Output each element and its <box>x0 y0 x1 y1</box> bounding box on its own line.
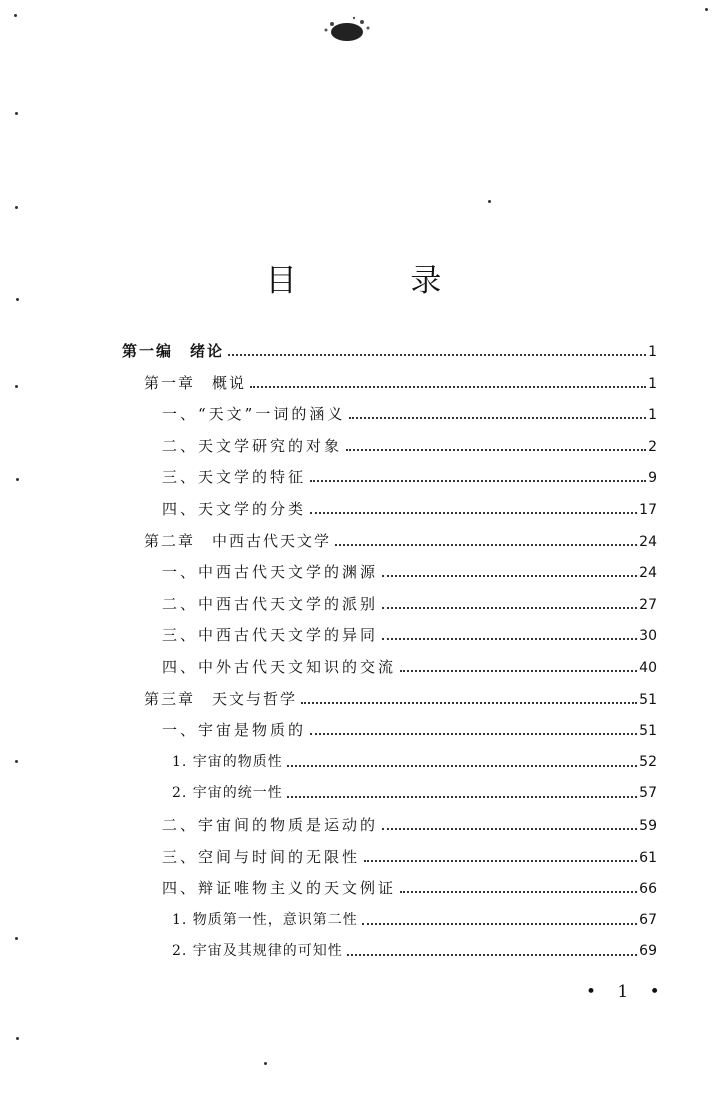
toc-leader-dots <box>335 544 637 546</box>
toc-entry-page: 24 <box>639 533 657 550</box>
toc-entry <box>144 372 657 394</box>
speck <box>14 14 17 17</box>
toc-leader-dots <box>382 575 637 577</box>
toc-entry-title: 一、“天文”一词的涵义 <box>162 405 346 424</box>
toc-entry-title: 第一编 绪论 <box>122 342 225 360</box>
toc-entry <box>162 498 657 520</box>
toc-leader-dots <box>382 638 637 640</box>
toc-entry-title: 1. 物质第一性，意识第二性 <box>172 911 358 928</box>
toc-leader-dots <box>310 733 637 735</box>
toc-entry-title: 1. 宇宙的物质性 <box>172 753 283 770</box>
toc-entry-page: 24 <box>639 565 657 582</box>
toc-leader-dots <box>347 954 637 956</box>
toc-entry-title: 二、中西古代天文学的派别 <box>162 594 379 613</box>
toc-entry <box>162 656 657 678</box>
toc-entry <box>172 909 657 931</box>
toc-entry-title: 2. 宇宙的统一性 <box>172 785 283 802</box>
page-title: 目 录 <box>265 263 494 299</box>
toc-entry-page: 66 <box>639 881 657 898</box>
toc-leader-dots <box>228 354 646 356</box>
toc-leader-dots <box>287 765 637 767</box>
toc-entry-title: 二、宇宙间的物质是运动的 <box>162 816 379 834</box>
toc-leader-dots <box>310 480 646 482</box>
toc-entry <box>172 751 657 773</box>
toc-entry-title: 三、天文学的特征 <box>162 468 307 487</box>
toc-leader-dots <box>382 607 637 609</box>
toc-leader-dots <box>310 512 637 514</box>
toc-entry-page: 67 <box>639 911 657 928</box>
page-number: • 1 • <box>586 982 668 1002</box>
toc-entry <box>162 561 657 583</box>
speck <box>15 206 18 209</box>
toc-entry <box>162 593 657 615</box>
toc-entry-page: 1 <box>648 344 657 360</box>
toc-entry-page: 9 <box>648 470 657 487</box>
toc-leader-dots <box>400 891 637 893</box>
speck <box>16 478 19 481</box>
toc-entry-title: 三、中西古代天文学的异同 <box>162 626 379 645</box>
toc-entry-title: 四、天文学的分类 <box>162 500 307 518</box>
speck <box>264 1062 267 1065</box>
toc-leader-dots <box>250 386 646 388</box>
toc-entry-page: 52 <box>639 753 657 770</box>
toc-leader-dots <box>349 417 646 419</box>
toc-leader-dots <box>287 796 637 798</box>
toc-entry-page: 51 <box>639 723 657 740</box>
toc-leader-dots <box>382 828 637 830</box>
toc-leader-dots <box>362 923 637 925</box>
toc-entry-page: 57 <box>639 785 657 802</box>
toc-entry <box>172 940 657 962</box>
toc-entry <box>162 846 657 868</box>
toc-entry-title: 四、中外古代天文知识的交流 <box>162 658 397 676</box>
toc-entry-page: 1 <box>648 375 657 392</box>
toc-entry <box>162 466 657 488</box>
toc-entry-page: 51 <box>639 691 657 708</box>
toc-entry-title: 二、天文学研究的对象 <box>162 436 343 455</box>
toc-entry <box>162 435 657 457</box>
speck <box>15 112 18 115</box>
toc-entry-page: 2 <box>648 438 657 455</box>
toc-entry-title: 三、空间与时间的无限性 <box>162 847 361 866</box>
toc-entry-title: 四、辩证唯物主义的天文例证 <box>162 879 397 898</box>
toc-entry-title: 第一章 概说 <box>144 373 247 392</box>
toc-entry <box>162 403 657 425</box>
toc-entry-title: 2. 宇宙及其规律的可知性 <box>172 943 343 960</box>
toc-leader-dots <box>346 449 646 451</box>
toc-entry-title: 一、中西古代天文学的渊源 <box>162 563 379 582</box>
toc-leader-dots <box>364 860 637 862</box>
toc-entry <box>162 814 657 836</box>
speck <box>705 8 708 11</box>
toc-entry <box>172 782 657 804</box>
toc-entry-page: 30 <box>639 628 657 645</box>
toc-entry-page: 40 <box>639 660 657 676</box>
toc-entry <box>144 688 657 710</box>
toc-entry-page: 61 <box>639 849 657 866</box>
toc-entry <box>162 624 657 646</box>
toc-entry-page: 69 <box>639 943 657 960</box>
ink-blot <box>318 14 376 44</box>
toc-entry <box>122 340 657 362</box>
toc-entry-page: 59 <box>639 818 657 834</box>
toc-entry-title: 第三章 天文与哲学 <box>144 689 298 708</box>
speck <box>488 200 491 203</box>
toc-leader-dots <box>400 670 637 672</box>
toc-entry-page: 17 <box>639 502 657 518</box>
toc-entry <box>162 877 657 899</box>
speck <box>16 1037 19 1040</box>
speck <box>15 760 18 763</box>
toc-entry-title: 第二章 中西古代天文学 <box>144 531 332 550</box>
toc-entry-title: 一、宇宙是物质的 <box>162 721 307 740</box>
speck <box>15 937 18 940</box>
toc-entry <box>144 530 657 552</box>
toc-entry-page: 27 <box>639 596 657 613</box>
toc-entry <box>162 719 657 741</box>
speck <box>15 385 18 388</box>
toc-leader-dots <box>301 702 637 704</box>
toc-entry-page: 1 <box>648 407 657 424</box>
